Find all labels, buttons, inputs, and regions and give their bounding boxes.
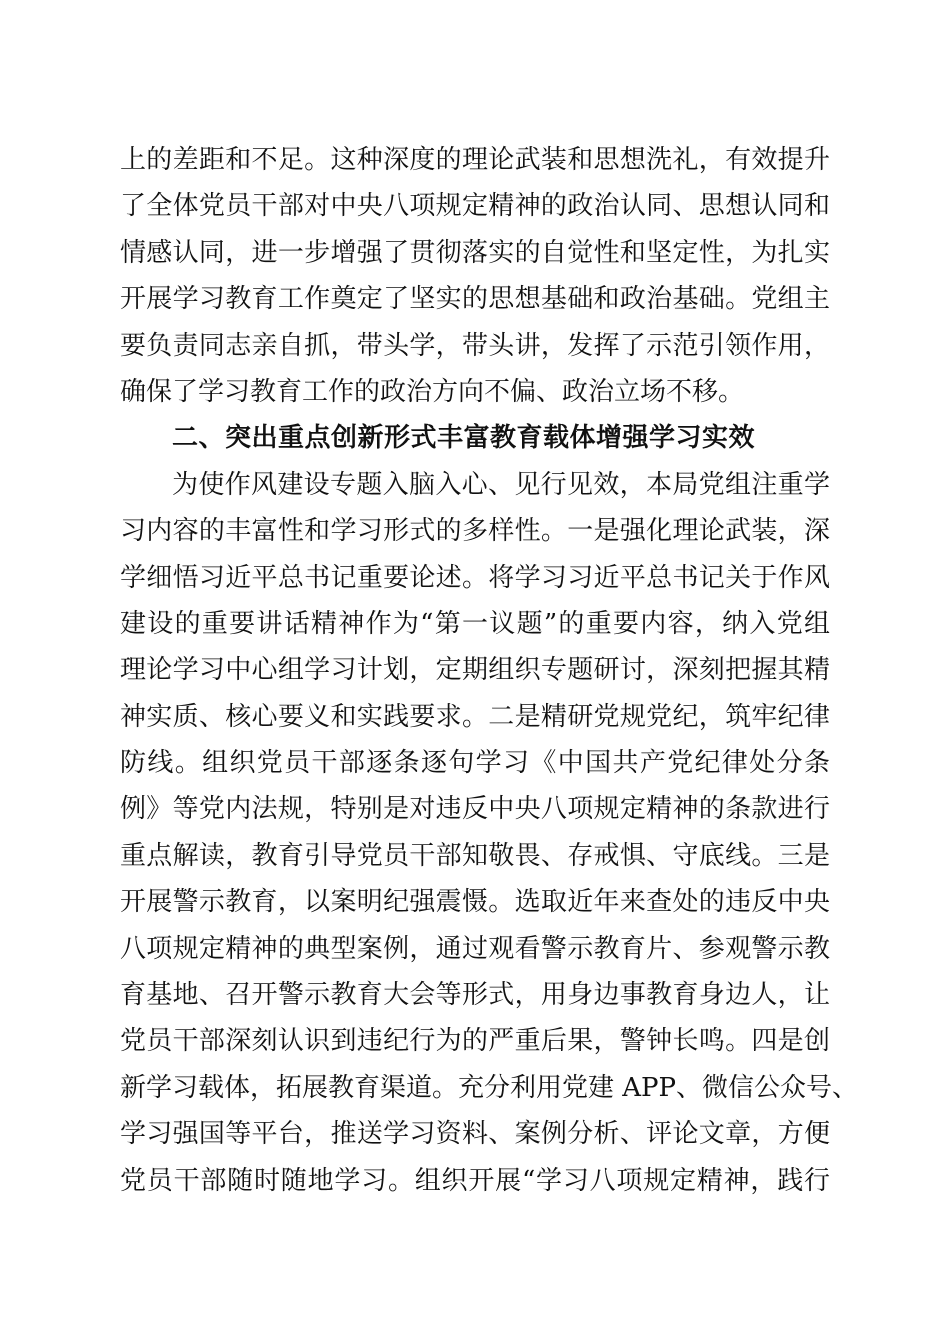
text-line: 理论学习中心组学习计划，定期组织专题研讨，深刻把握其精 <box>120 655 830 686</box>
text-line: 重点解读，教育引导党员干部知敬畏、存戒惧、守底线。三是 <box>120 840 830 871</box>
text-line: 要负责同志亲自抓，带头学，带头讲，发挥了示范引领作用， <box>120 330 830 361</box>
text-line: 新学习载体，拓展教育渠道。充分利用党建 APP、微信公众号、 <box>120 1072 859 1103</box>
text-line: 神实质、核心要义和实践要求。二是精研党规党纪，筑牢纪律 <box>120 701 830 732</box>
text-line: 学细悟习近平总书记重要论述。将学习习近平总书记关于作风 <box>120 562 830 593</box>
text-line: 习内容的丰富性和学习形式的多样性。一是强化理论武装，深 <box>120 516 830 547</box>
text-line: 例》等党内法规，特别是对违反中央八项规定精神的条款进行 <box>120 794 830 825</box>
text-line: 为使作风建设专题入脑入心、见行见效，本局党组注重学 <box>172 469 830 500</box>
text-line: 党员干部随时随地学习。组织开展“学习八项规定精神，践行 <box>120 1165 830 1196</box>
text-line: 建设的重要讲话精神作为“第一议题”的重要内容，纳入党组 <box>120 608 830 639</box>
text-line: 八项规定精神的典型案例，通过观看警示教育片、参观警示教 <box>120 933 830 964</box>
paragraph-1 <box>120 137 830 415</box>
text-line: 开展学习教育工作奠定了坚实的思想基础和政治基础。党组主 <box>120 284 830 315</box>
text-line: 开展警示教育，以案明纪强震慑。选取近年来查处的违反中央 <box>120 887 830 918</box>
document-body <box>120 137 859 1204</box>
text-line: 了全体党员干部对中央八项规定精神的政治认同、思想认同和 <box>120 191 830 222</box>
text-line: 党员干部深刻认识到违纪行为的严重后果，警钟长鸣。四是创 <box>120 1026 830 1057</box>
section-heading: 二、突出重点创新形式丰富教育载体增强学习实效 <box>172 423 756 454</box>
text-line: 育基地、召开警示教育大会等形式，用身边事教育身边人，让 <box>120 980 830 1011</box>
text-line: 学习强国等平台，推送学习资料、案例分析、评论文章，方便 <box>120 1119 830 1150</box>
text-line: 上的差距和不足。这种深度的理论武装和思想洗礼，有效提升 <box>120 145 830 175</box>
text-line: 确保了学习教育工作的政治方向不偏、政治立场不移。 <box>120 376 745 407</box>
text-line: 情感认同，进一步增强了贯彻落实的自觉性和坚定性，为扎实 <box>120 237 830 268</box>
paragraph-2 <box>120 462 859 1204</box>
text-line: 防线。组织党员干部逐条逐句学习《中国共产党纪律处分条 <box>120 748 830 779</box>
